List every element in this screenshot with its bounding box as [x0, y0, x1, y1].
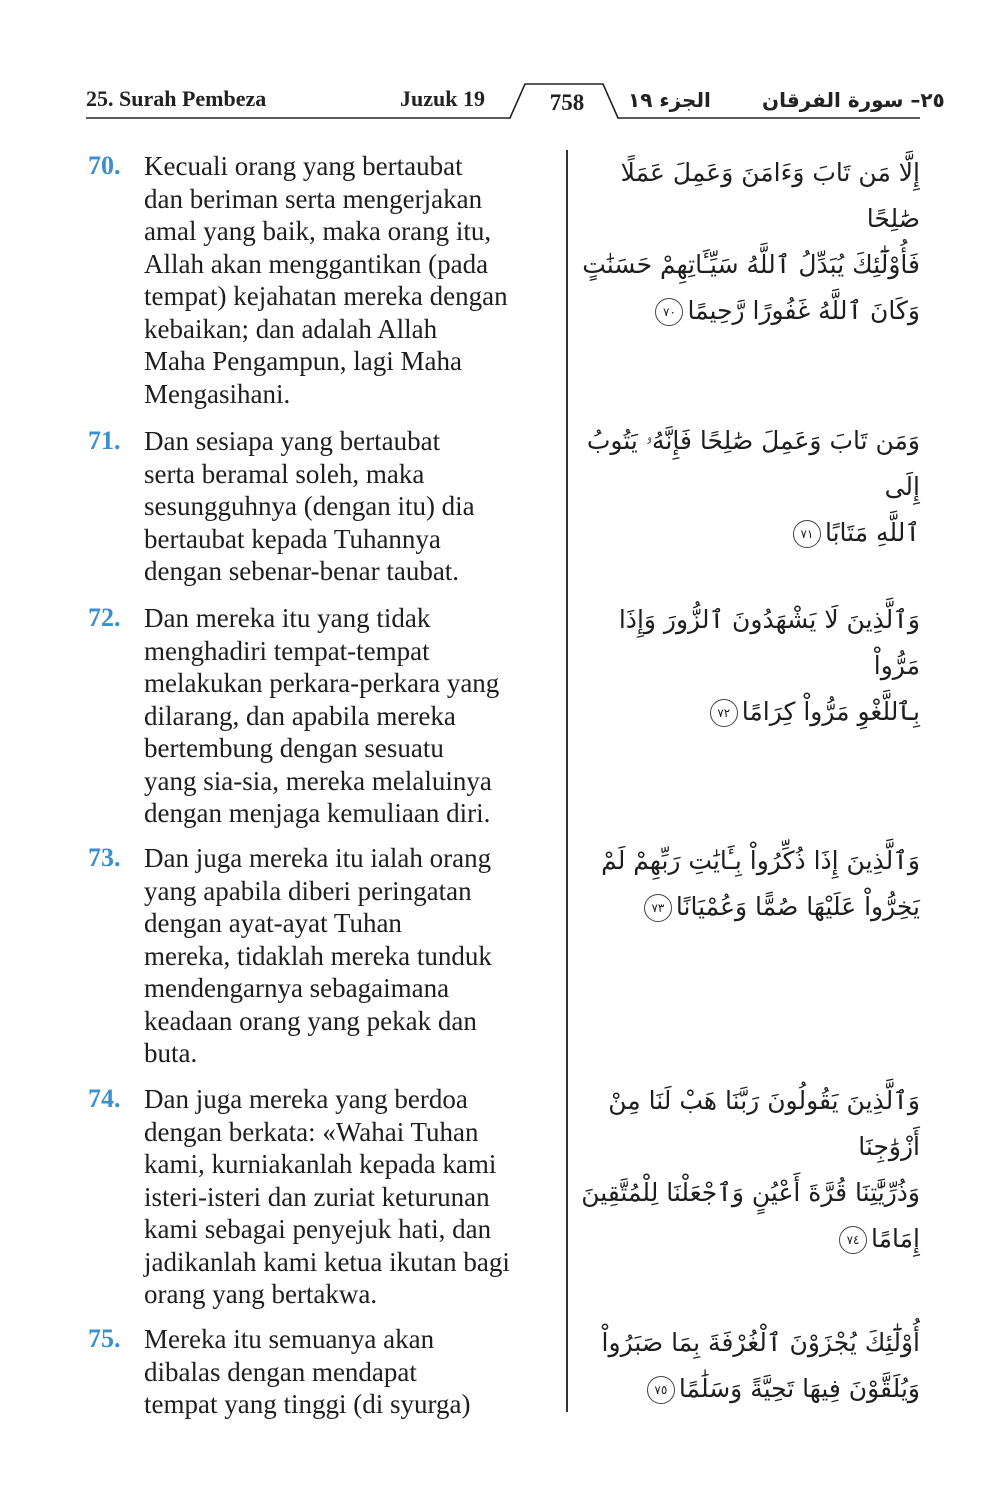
verse-text: Dan juga mereka yang berdoa dengan berkata: «Wahai Tuhan kami, kurniakanlah kepada kami isteri-isteri dan zuriat keturunan kami sebagai penyejuk hati, dan jadikanlah kami ketua ikutan bagi orang yang bertakwa. — [144, 1084, 510, 1309]
verse-arabic-75 — [580, 1320, 920, 1412]
verse-text: Kecuali orang yang bertaubat dan beriman serta mengerjakan amal yang baik, maka orang itu, Allah akan menggantikan (pada tempat) kejahatan mereka dengan kebaikan; dan adalah Allah Maha Pengampun, lagi Maha Mengasihani. — [144, 151, 508, 409]
juz-label-arabic: الجزء ١٩ — [628, 88, 711, 112]
verse-number: 75. — [88, 1324, 121, 1353]
verse-number: 73. — [88, 843, 121, 872]
arabic-text: وَمَن تَابَ وَعَمِلَ صَٰلِحًا فَإِنَّهُۥ يَتُوبُ إِلَى ٱللَّهِ مَتَابًا — [586, 426, 920, 547]
verse-arabic-70 — [580, 150, 920, 334]
ayah-end-marker: ٧٣ — [644, 894, 672, 922]
column-divider — [566, 150, 568, 1412]
verse-number: 70. — [88, 151, 121, 180]
arabic-text: أُوْلَٰٓئِكَ يُجْزَوْنَ ٱلْغُرْفَةَ بِمَا صَبَرُواْ وَيُلَقَّوْنَ فِيهَا تَحِيَّةً وَسَلَٰمًا — [601, 1328, 920, 1403]
ayah-end-marker: ٧٥ — [647, 1376, 675, 1404]
juzuk-label-latin: Juzuk 19 — [400, 86, 485, 111]
verse-text: Dan juga mereka itu ialah orang yang apabila diberi peringatan dengan ayat-ayat Tuhan mereka, tidaklah mereka tunduk mendengarnya sebagaimana keadaan orang yang pekak dan buta. — [144, 843, 492, 1068]
verse-text: Dan sesiapa yang bertaubat serta beramal soleh, maka sesungguhnya (dengan itu) dia bertaubat kepada Tuhannya dengan sebenar-benar taubat. — [144, 426, 475, 586]
verse-arabic-73 — [580, 838, 920, 930]
surah-title-latin: 25. Surah Pembeza — [86, 86, 267, 111]
verse-text: Mereka itu semuanya akan dibalas dengan mendapat tempat yang tinggi (di syurga) — [144, 1324, 471, 1419]
arabic-text: إِلَّا مَن تَابَ وَءَامَنَ وَعَمِلَ عَمَلًا صَٰلِحًا فَأُوْلَٰٓئِكَ يُبَدِّلُ ٱللَّهُ سَيِّـَٔاتِهِمْ حَسَنَٰتٍ وَكَانَ ٱللَّهُ غَفُورًا رَّحِيمًا — [582, 158, 920, 325]
page-number: 758 — [549, 90, 585, 115]
page-header — [0, 0, 1000, 130]
verse-number: 74. — [88, 1084, 121, 1113]
ayah-end-marker: ٧٤ — [839, 1226, 867, 1254]
verse-arabic-72 — [580, 597, 920, 735]
verse-text: Dan mereka itu yang tidak menghadiri tempat-tempat melakukan perkara-perkara yang dilarang, dan apabila mereka bertembung dengan sesuatu yang sia-sia, mereka melaluinya dengan menjaga kemuliaan diri. — [144, 603, 500, 828]
ayah-end-marker: ٧٢ — [710, 699, 738, 727]
surah-title-arabic: ٢٥– سورة الفرقان — [762, 88, 945, 112]
verse-arabic-74 — [580, 1078, 920, 1262]
verse-number: 72. — [88, 603, 121, 632]
arabic-text: وَٱلَّذِينَ إِذَا ذُكِّرُواْ بِـَٔايَٰتِ رَبِّهِمْ لَمْ يَخِرُّواْ عَلَيْهَا صُمًّا وَعُمْيَانًا — [601, 846, 920, 921]
verse-number: 71. — [88, 426, 121, 455]
arabic-text: وَٱلَّذِينَ لَا يَشْهَدُونَ ٱلزُّورَ وَإِذَا مَرُّواْ بِٱللَّغْوِ مَرُّواْ كِرَامًا — [618, 605, 920, 726]
ayah-end-marker: ٧٠ — [655, 298, 683, 326]
arabic-text: وَٱلَّذِينَ يَقُولُونَ رَبَّنَا هَبْ لَنَا مِنْ أَزْوَٰجِنَا وَذُرِّيَّٰتِنَا قُرَّةَ أَعْيُنٍ وَٱجْعَلْنَا لِلْمُتَّقِينَ إِمَامًا — [581, 1086, 920, 1253]
verse-arabic-71 — [580, 418, 920, 556]
ayah-end-marker: ٧١ — [793, 520, 821, 548]
